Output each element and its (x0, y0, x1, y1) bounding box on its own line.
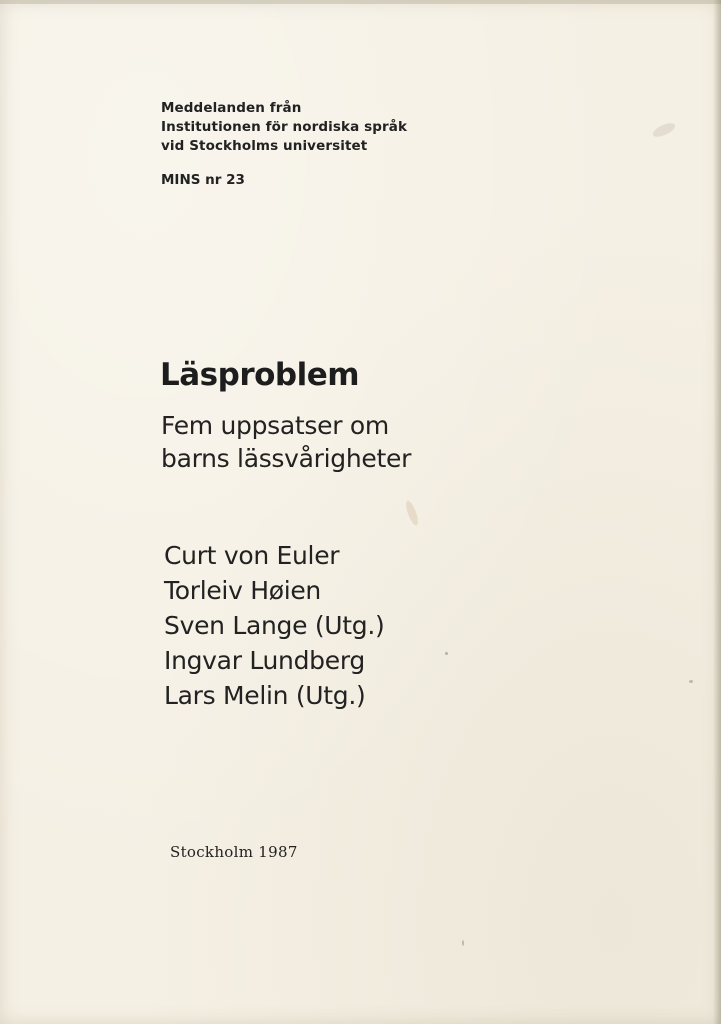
cover-top-edge (0, 0, 721, 4)
author-name: Lars Melin (Utg.) (164, 681, 366, 710)
series-statement (161, 99, 407, 156)
author-name: Curt von Euler (164, 541, 340, 570)
paper-stain (404, 499, 420, 526)
series-line: Meddelanden från (161, 100, 302, 116)
series-line: Institutionen för nordiska språk (161, 119, 408, 135)
author-name: Torleiv Høien (164, 576, 321, 605)
paper-speck (689, 680, 693, 683)
series-line: vid Stockholms universitet (161, 138, 368, 154)
subtitle-line: Fem uppsatser om (161, 411, 389, 440)
author-name: Ingvar Lundberg (164, 646, 365, 675)
publication-imprint: Stockholm 1987 (170, 843, 298, 861)
book-subtitle (161, 409, 411, 475)
subtitle-line: barns lässvårigheter (161, 444, 412, 473)
book-title: Läsproblem (160, 357, 360, 393)
cover-right-edge (713, 0, 721, 1024)
paper-stain (651, 120, 677, 139)
paper-speck (445, 652, 448, 655)
author-list (164, 538, 384, 713)
paper-speck (462, 940, 464, 946)
author-name: Sven Lange (Utg.) (164, 611, 385, 640)
series-number: MINS nr 23 (161, 172, 245, 188)
